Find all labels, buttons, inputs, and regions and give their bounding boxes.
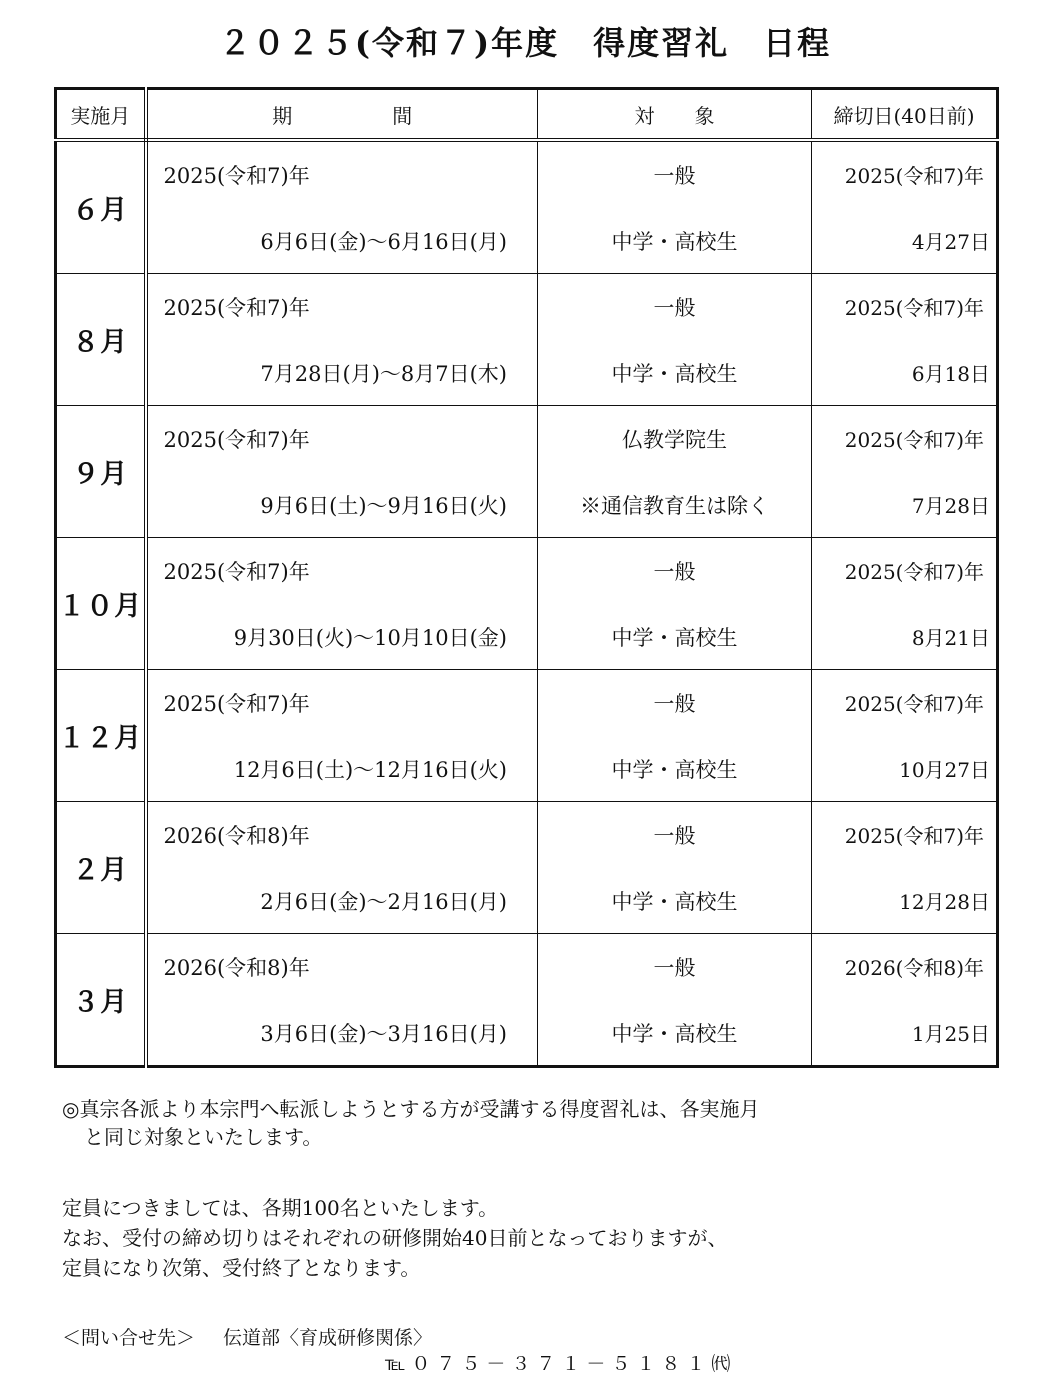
row-deadline-date: 7月28日 [911, 494, 990, 518]
row-deadline-date: 4月27日 [911, 230, 990, 254]
row-deadline-cell [812, 934, 998, 1067]
table-row [56, 406, 998, 538]
note-line: ◎真宗各派より本宗門へ転派しようとする方が受講する得度習礼は、各実施月 [62, 1097, 760, 1121]
page-title: ２０２５(令和７)年度 得度習礼 日程 [218, 24, 832, 62]
row-target-2: 中学・高校生 [611, 362, 738, 386]
table-row [56, 670, 998, 802]
row-period-cell [146, 140, 538, 274]
row-deadline-cell [812, 802, 998, 934]
schedule-table [54, 87, 999, 1068]
row-month: １０月 [56, 538, 146, 670]
row-period-cell [146, 274, 538, 406]
row-month: ９月 [56, 406, 146, 538]
row-month: ３月 [56, 934, 146, 1067]
row-target-1: 一般 [653, 164, 696, 188]
contact-label: ＜問い合せ先＞ [62, 1327, 196, 1349]
header-period: 期 間 [146, 89, 538, 141]
capacity-info [62, 1193, 962, 1283]
info-line: 定員につきましては、各期100名といたします。 [62, 1196, 499, 1220]
row-deadline-cell [812, 140, 998, 274]
row-deadline-cell [812, 406, 998, 538]
row-range: 12月6日(土)～12月16日(火) [233, 758, 507, 782]
note-line: と同じ対象といたします。 [84, 1125, 323, 1149]
table-row [56, 274, 998, 406]
row-month: ２月 [56, 802, 146, 934]
row-range: 9月6日(土)～9月16日(火) [260, 494, 507, 518]
row-deadline-year: 2026(令和8)年 [844, 956, 984, 980]
row-deadline-date: 12月28日 [899, 890, 990, 914]
table-row [56, 538, 998, 670]
table-row [56, 140, 998, 274]
row-deadline-date: 6月18日 [911, 362, 990, 386]
row-target-cell [538, 538, 812, 670]
row-month: ６月 [56, 140, 146, 274]
row-year: 2026(令和8)年 [163, 824, 310, 848]
row-year: 2025(令和7)年 [163, 560, 310, 584]
row-target-1: 一般 [653, 296, 696, 320]
row-deadline-cell [812, 274, 998, 406]
row-target-cell [538, 140, 812, 274]
row-deadline-year: 2025(令和7)年 [844, 824, 984, 848]
row-year: 2025(令和7)年 [163, 428, 310, 452]
row-period-cell [146, 670, 538, 802]
row-target-1: 一般 [653, 560, 696, 584]
table-row [56, 802, 998, 934]
row-range: 7月28日(月)～8月7日(木) [260, 362, 507, 386]
row-target-2: ※通信教育生は除く [580, 494, 769, 518]
row-deadline-year: 2025(令和7)年 [844, 692, 984, 716]
table-header-row [56, 89, 998, 141]
row-target-cell [538, 802, 812, 934]
row-target-1: 一般 [653, 956, 696, 980]
header-month: 実施月 [56, 89, 146, 141]
row-deadline-year: 2025(令和7)年 [844, 560, 984, 584]
row-year: 2025(令和7)年 [163, 692, 310, 716]
row-period-cell [146, 538, 538, 670]
row-deadline-cell [812, 670, 998, 802]
row-target-cell [538, 934, 812, 1067]
row-range: 6月6日(金)～6月16日(月) [260, 230, 507, 254]
row-deadline-year: 2025(令和7)年 [844, 428, 984, 452]
row-period-cell [146, 934, 538, 1067]
row-target-2: 中学・高校生 [611, 1022, 738, 1046]
row-target-1: 一般 [653, 824, 696, 848]
row-deadline-year: 2025(令和7)年 [844, 296, 984, 320]
contact-info [62, 1323, 432, 1350]
row-year: 2025(令和7)年 [163, 296, 310, 320]
row-target-cell [538, 274, 812, 406]
info-line: 定員になり次第、受付終了となります。 [62, 1256, 421, 1280]
header-target: 対 象 [538, 89, 812, 141]
row-deadline-date: 10月27日 [899, 758, 990, 782]
row-target-1: 一般 [653, 692, 696, 716]
row-target-cell [538, 670, 812, 802]
row-target-2: 中学・高校生 [611, 890, 738, 914]
row-target-1: 仏教学院生 [622, 428, 727, 452]
row-month: ８月 [56, 274, 146, 406]
row-target-cell [538, 406, 812, 538]
row-period-cell [146, 406, 538, 538]
row-year: 2026(令和8)年 [163, 956, 310, 980]
row-month: １２月 [56, 670, 146, 802]
row-target-2: 中学・高校生 [611, 758, 738, 782]
row-target-2: 中学・高校生 [611, 230, 738, 254]
row-deadline-date: 8月21日 [911, 626, 990, 650]
contact-dept: 伝道部〈育成研修関係〉 [223, 1327, 433, 1349]
row-deadline-date: 1月25日 [911, 1022, 990, 1046]
table-row [56, 934, 998, 1067]
row-target-2: 中学・高校生 [611, 626, 738, 650]
row-range: 3月6日(金)～3月16日(月) [260, 1022, 507, 1046]
contact-tel: ℡０７５－３７１－５１８１㈹ [385, 1353, 737, 1375]
row-range: 9月30日(火)～10月10日(金) [233, 626, 507, 650]
info-line: なお、受付の締め切りはそれぞれの研修開始40日前となっておりますが、 [62, 1226, 728, 1250]
row-deadline-year: 2025(令和7)年 [844, 164, 984, 188]
transfer-note [62, 1095, 962, 1151]
row-year: 2025(令和7)年 [163, 164, 310, 188]
row-range: 2月6日(金)～2月16日(月) [260, 890, 507, 914]
header-deadline: 締切日(40日前) [812, 89, 998, 141]
row-period-cell [146, 802, 538, 934]
row-deadline-cell [812, 538, 998, 670]
